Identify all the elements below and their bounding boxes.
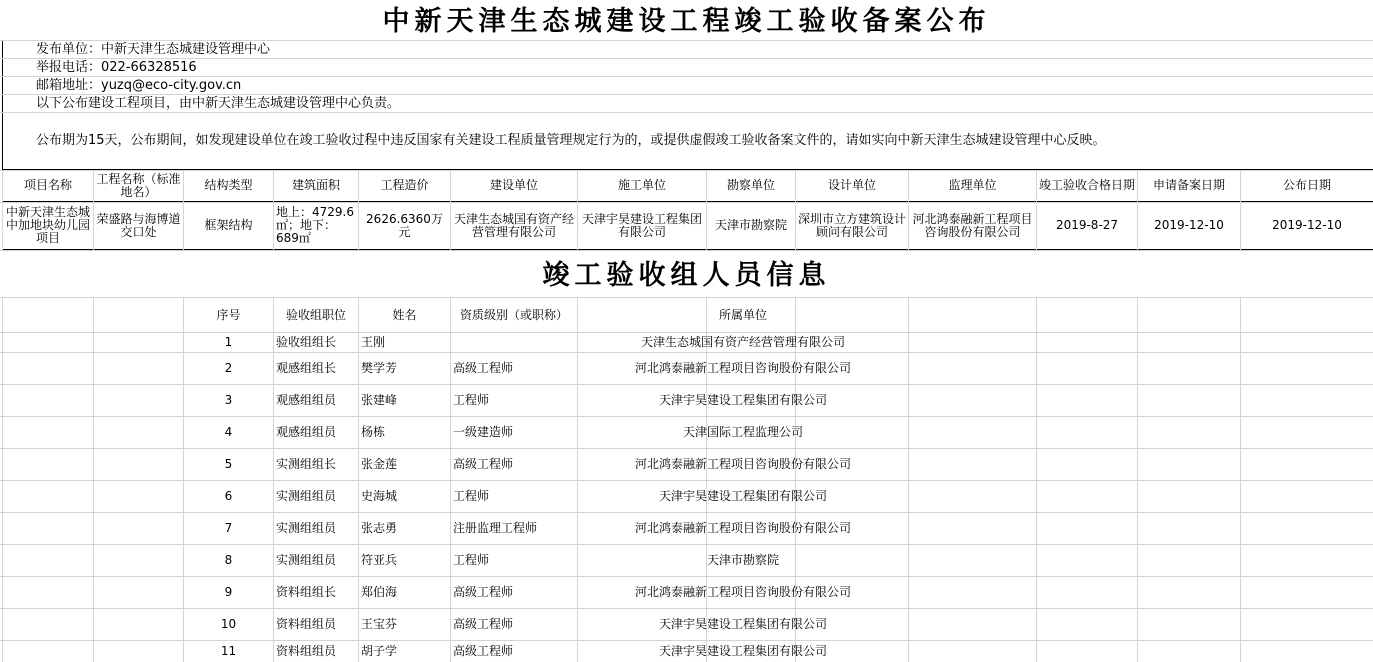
project-data-cell: 天津市勘察院 (714, 218, 787, 232)
team-row-number: 2 (224, 361, 233, 375)
team-cell: 验收组组长 (276, 335, 337, 349)
notice-line: 公布期为15天，公布期间，如发现建设单位在竣工验收过程中违反国家有关建设工程质量管理规定行为的，或提供虚假竣工验收备案文件的，请如实向中新天津生态城建设管理中心反映。 (36, 133, 1106, 148)
team-cell (451, 333, 577, 352)
email-line: 邮箱地址：yuzq@eco-city.gov.cn (36, 78, 242, 93)
intro-line: 以下公布建设工程项目，由中新天津生态城建设管理中心负责。 (36, 96, 401, 111)
grid-line (0, 76, 1373, 77)
team-cell: 樊学芳 (361, 361, 398, 375)
team-header-cell: 姓名 (392, 307, 417, 322)
page-title: 中新天津生态城建设工程竣工验收备案公布 (382, 6, 991, 37)
team-cell: 张志勇 (361, 521, 398, 535)
team-cell: 天津宇昊建设工程集团有限公司 (658, 393, 827, 407)
team-header-cell: 资质级别（或职称） (459, 307, 568, 322)
team-cell: 张金莲 (361, 457, 398, 471)
team-cell: 河北鸿泰融新工程项目咨询股份有限公司 (634, 585, 851, 599)
project-header-cell: 设计单位 (827, 178, 876, 192)
team-cell: 史海城 (361, 489, 398, 503)
team-cell: 天津宇昊建设工程集团有限公司 (658, 617, 827, 631)
grid-line (0, 250, 1373, 251)
grid-line (0, 94, 1373, 95)
team-header-cell: 序号 (216, 307, 241, 322)
grid-line (0, 58, 1373, 59)
team-cell: 工程师 (453, 489, 490, 503)
project-data-cell: 荣盛路与海博道交口处 (96, 211, 181, 239)
team-cell: 工程师 (453, 553, 490, 567)
grid-line (0, 112, 1373, 113)
team-row-number: 7 (224, 521, 233, 535)
project-data-cell: 天津生态城国有资产经营管理有限公司 (453, 211, 574, 239)
team-cell: 高级工程师 (453, 644, 514, 658)
team-cell: 观感组组员 (276, 425, 337, 439)
phone-line: 举报电话：022-66328516 (36, 60, 197, 75)
team-cell: 实测组组员 (276, 553, 337, 567)
team-cell: 高级工程师 (453, 585, 514, 599)
team-title: 竣工验收组人员信息 (542, 260, 831, 291)
project-data-cell: 2626.6360万元 (366, 211, 443, 239)
team-cell: 高级工程师 (453, 457, 514, 471)
team-header-cell: 验收组职位 (285, 307, 346, 322)
project-header-cell: 工程造价 (380, 178, 429, 192)
team-cell: 河北鸿泰融新工程项目咨询股份有限公司 (634, 521, 851, 535)
project-header-cell: 勘察单位 (726, 178, 775, 192)
team-cell: 注册监理工程师 (453, 521, 538, 535)
team-row-number: 3 (224, 393, 233, 407)
project-header-cell: 申请备案日期 (1152, 178, 1225, 192)
team-cell: 实测组组员 (276, 489, 337, 503)
project-header-cell: 建筑面积 (291, 178, 340, 192)
team-cell: 河北鸿泰融新工程项目咨询股份有限公司 (634, 457, 851, 471)
project-data-cell: 地上：4729.6㎡；地下：689㎡ (276, 205, 354, 245)
project-header-cell: 工程名称（标准地名） (96, 171, 181, 199)
project-data-cell: 2019-12-10 (1154, 218, 1224, 232)
team-cell: 河北鸿泰融新工程项目咨询股份有限公司 (634, 361, 851, 375)
project-header-cell: 施工单位 (617, 178, 666, 192)
team-cell: 实测组组长 (276, 457, 337, 471)
team-cell: 工程师 (453, 393, 490, 407)
team-row-number: 8 (224, 553, 233, 567)
team-cell: 郑伯海 (361, 585, 398, 599)
team-row-number: 1 (224, 335, 233, 349)
project-header-cell: 公布日期 (1282, 178, 1331, 192)
team-row-number: 4 (224, 425, 233, 439)
team-cell: 符亚兵 (361, 553, 398, 567)
publisher-line: 发布单位：中新天津生态城建设管理中心 (36, 42, 271, 57)
project-header-cell: 项目名称 (23, 178, 72, 192)
team-cell: 天津宇昊建设工程集团有限公司 (658, 489, 827, 503)
project-data-cell: 2019-8-27 (1055, 218, 1119, 232)
team-row-number: 10 (220, 617, 237, 631)
project-header-cell: 竣工验收合格日期 (1039, 178, 1136, 192)
project-data-cell: 中新天津生态城中加地块幼儿园项目 (5, 205, 90, 245)
team-cell: 一级建造师 (453, 425, 514, 439)
project-data-cell: 2019-12-10 (1272, 218, 1342, 232)
team-row-number: 11 (220, 644, 237, 658)
project-data-cell: 天津宇昊建设工程集团有限公司 (581, 211, 702, 239)
team-cell: 天津生态城国有资产经营管理有限公司 (640, 335, 845, 349)
team-cell: 高级工程师 (453, 617, 514, 631)
team-cell: 资料组组员 (276, 644, 337, 658)
team-cell: 杨栋 (361, 425, 386, 439)
team-cell: 资料组组员 (276, 617, 337, 631)
project-header-cell: 建设单位 (489, 178, 538, 192)
team-row-number: 5 (224, 457, 233, 471)
team-cell: 资料组组长 (276, 585, 337, 599)
project-header-cell: 监理单位 (948, 178, 997, 192)
team-cell: 王宝芬 (361, 617, 398, 631)
project-data-cell: 河北鸿泰融新工程项目咨询股份有限公司 (912, 211, 1033, 239)
team-row-number: 9 (224, 585, 233, 599)
team-cell: 天津国际工程监理公司 (682, 425, 803, 439)
project-data-cell: 框架结构 (204, 218, 253, 232)
team-cell: 观感组组员 (276, 393, 337, 407)
grid-line (0, 40, 1373, 41)
team-cell: 天津宇昊建设工程集团有限公司 (658, 644, 827, 658)
project-header-cell: 结构类型 (204, 178, 253, 192)
team-header-cell: 所属单位 (718, 307, 767, 322)
team-cell: 实测组组员 (276, 521, 337, 535)
team-cell: 王刚 (361, 335, 386, 349)
team-cell: 天津市勘察院 (706, 553, 779, 567)
team-cell: 胡子学 (361, 644, 398, 658)
team-cell: 高级工程师 (453, 361, 514, 375)
project-data-cell: 深圳市立方建筑设计顾问有限公司 (798, 211, 907, 239)
team-cell: 张建峰 (361, 393, 398, 407)
team-cell: 观感组组长 (276, 361, 337, 375)
team-row-number: 6 (224, 489, 233, 503)
